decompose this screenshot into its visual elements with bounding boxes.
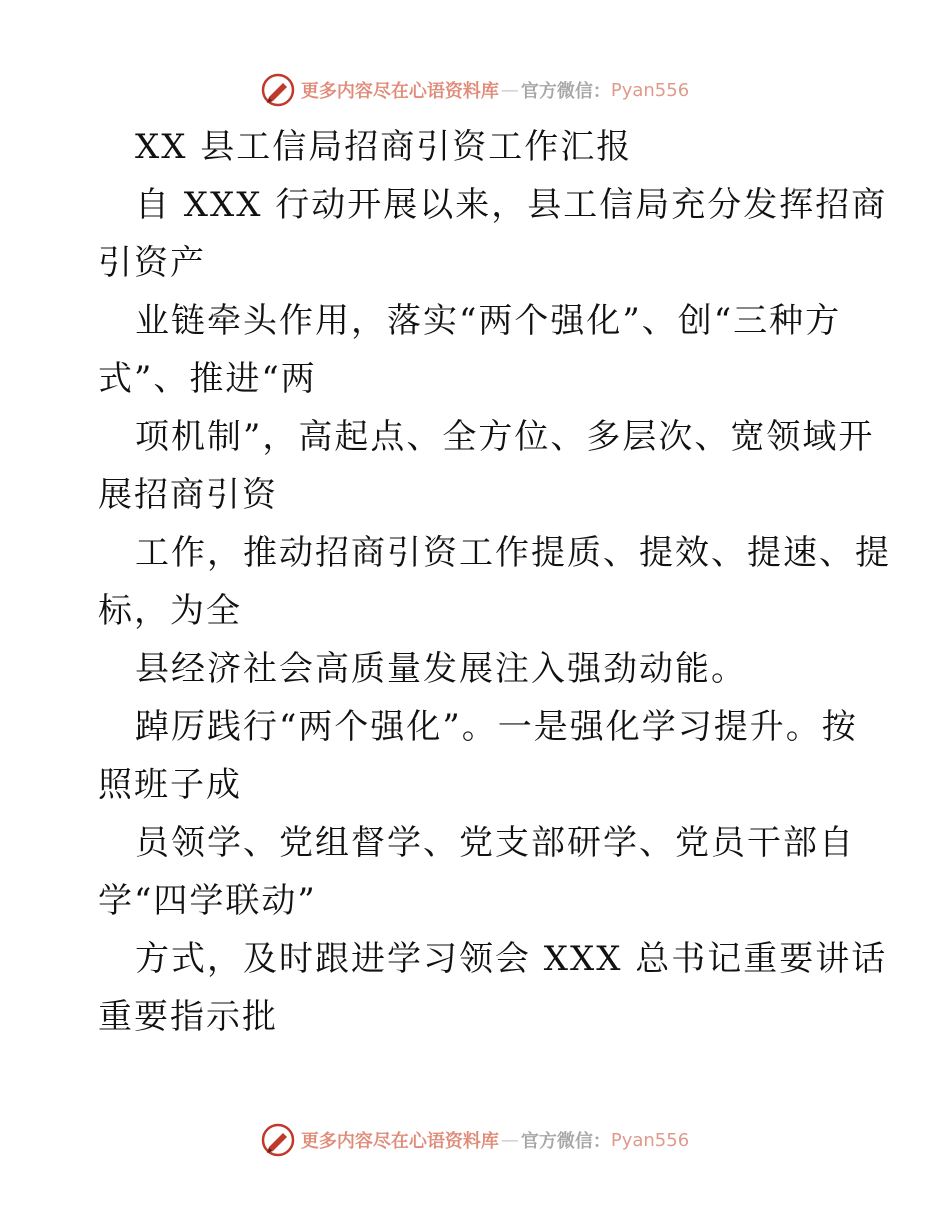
text-line: 式”、推进“两 xyxy=(98,359,317,399)
text-line: 引资产 xyxy=(98,243,206,283)
text-line: 员领学、党组督学、党支部研学、党员干部自 xyxy=(135,823,855,863)
footer-watermark xyxy=(0,1120,950,1160)
text-line: 标，为全 xyxy=(98,591,242,631)
text-line: 踔厉践行“两个强化”。一是强化学习提升。按 xyxy=(135,707,858,747)
watermark-id: Pyan556 xyxy=(610,79,690,101)
watermark-main-text: 更多内容尽在心语资料库 xyxy=(300,1131,499,1152)
watermark-main-text: 更多内容尽在心语资料库 xyxy=(300,81,499,102)
text-line: 工作，推动招商引资工作提质、提效、提速、提 xyxy=(135,533,891,573)
pen-logo-icon xyxy=(261,73,295,107)
text-line: 展招商引资 xyxy=(98,475,278,515)
pen-logo-icon xyxy=(261,1123,295,1157)
watermark-dash: — xyxy=(500,79,519,101)
text-line: 重要指示批 xyxy=(98,997,278,1037)
text-line: 项机制”，高起点、全方位、多层次、宽领域开 xyxy=(135,417,875,457)
text-line: 自 XXX 行动开展以来，县工信局充分发挥招商 xyxy=(135,185,888,225)
watermark-sub-text: 官方微信： xyxy=(520,1131,611,1152)
watermark-sub-text: 官方微信： xyxy=(520,81,611,102)
watermark-dash: — xyxy=(500,1129,519,1151)
watermark-id: Pyan556 xyxy=(610,1129,690,1151)
text-line: 业链牵头作用，落实“两个强化”、创“三种方 xyxy=(135,301,842,341)
header-watermark xyxy=(0,70,950,110)
text-line: 学“四学联动” xyxy=(98,881,317,921)
text-line: 县经济社会高质量发展注入强劲动能。 xyxy=(135,649,747,689)
text-line: 方式，及时跟进学习领会 XXX 总书记重要讲话 xyxy=(135,939,888,979)
doc-title: XX 县工信局招商引资工作汇报 xyxy=(135,127,633,167)
text-line: 照班子成 xyxy=(98,765,242,805)
